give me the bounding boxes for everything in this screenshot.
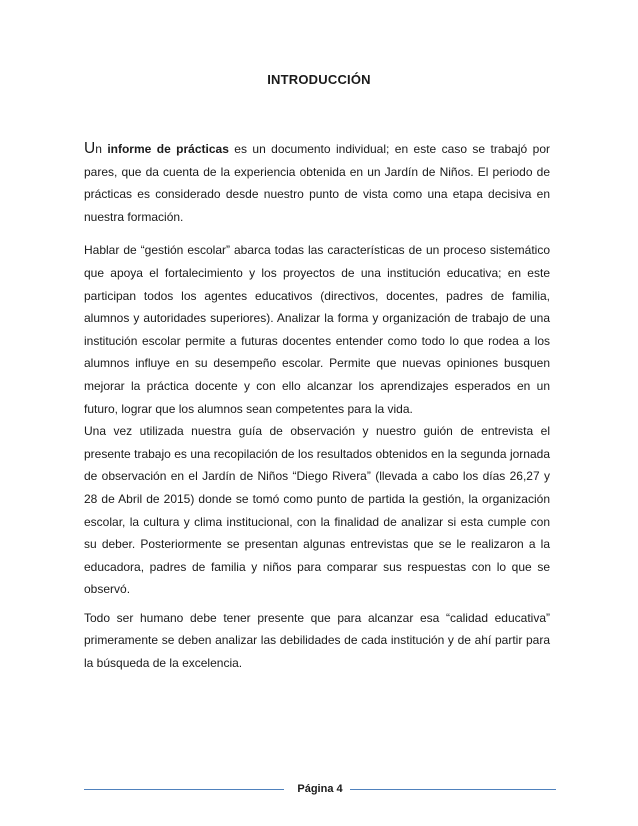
page-title: INTRODUCCIÓN — [267, 72, 371, 87]
dropcap-letter: U — [84, 140, 96, 157]
page-footer — [84, 780, 556, 800]
paragraph-intro-rest: es un documento individual; en este caso se trabajó por pares, que da cuenta de la experiencia obtenida en un Jardín de Niños. El periodo de prácticas es considerado desde nuestro punto de vista como una etapa decisiva en nuestra formación. — [84, 142, 550, 224]
paragraph-intro — [84, 138, 550, 228]
footer-rule-right — [350, 789, 556, 790]
document-body — [84, 138, 550, 675]
paragraph-calidad-educativa: Todo ser humano debe tener presente que para alcanzar esa “calidad educativa” primeramente se deben analizar las debilidades de cada institución y de ahí partir para la búsqueda de la excelencia. — [84, 610, 550, 671]
paragraph-recopilacion: Una vez utilizada nuestra guía de observación y nuestro guión de entrevista el presente trabajo es una recopilación de los resultados obtenidos en la segunda jornada de observación en el Jardín de Niños “Diego Rivera” (llevada a cabo los días 26,27 y 28 de Abril de 2015) donde se tomó como punto de partida la gestión, la organización escolar, la cultura y clima institucional, con la finalidad de analizar si esta cumple con su deber. Posteriormente se presentan algunas entrevistas que se le realizaron a la educadora, padres de familia y niños para comparar sus respuestas con lo que se observó. — [84, 424, 550, 597]
bold-term: informe de prácticas — [107, 142, 229, 156]
page-number: Página 4 — [297, 783, 343, 795]
dropcap-continuation: n — [95, 142, 108, 156]
paragraph-gestion-escolar: Hablar de “gestión escolar” abarca todas las características de un proceso sistemático que apoya el fortalecimiento y los proyectos de una institución educativa; en este participan todos los agentes educativos (directivos, docentes, padres de familia, alumnos y autoridades superiores). Analizar la forma y organización de trabajo de una institución escolar permite a futuras docentes entender como todo lo que rodea a los alumnos influye en su desempeño escolar. Permite que nuevas opiniones busquen mejorar la práctica docente y con ello alcanzar los aprendizajes esperados en un futuro, lograr que los alumnos sean competentes para la vida. — [84, 243, 550, 416]
